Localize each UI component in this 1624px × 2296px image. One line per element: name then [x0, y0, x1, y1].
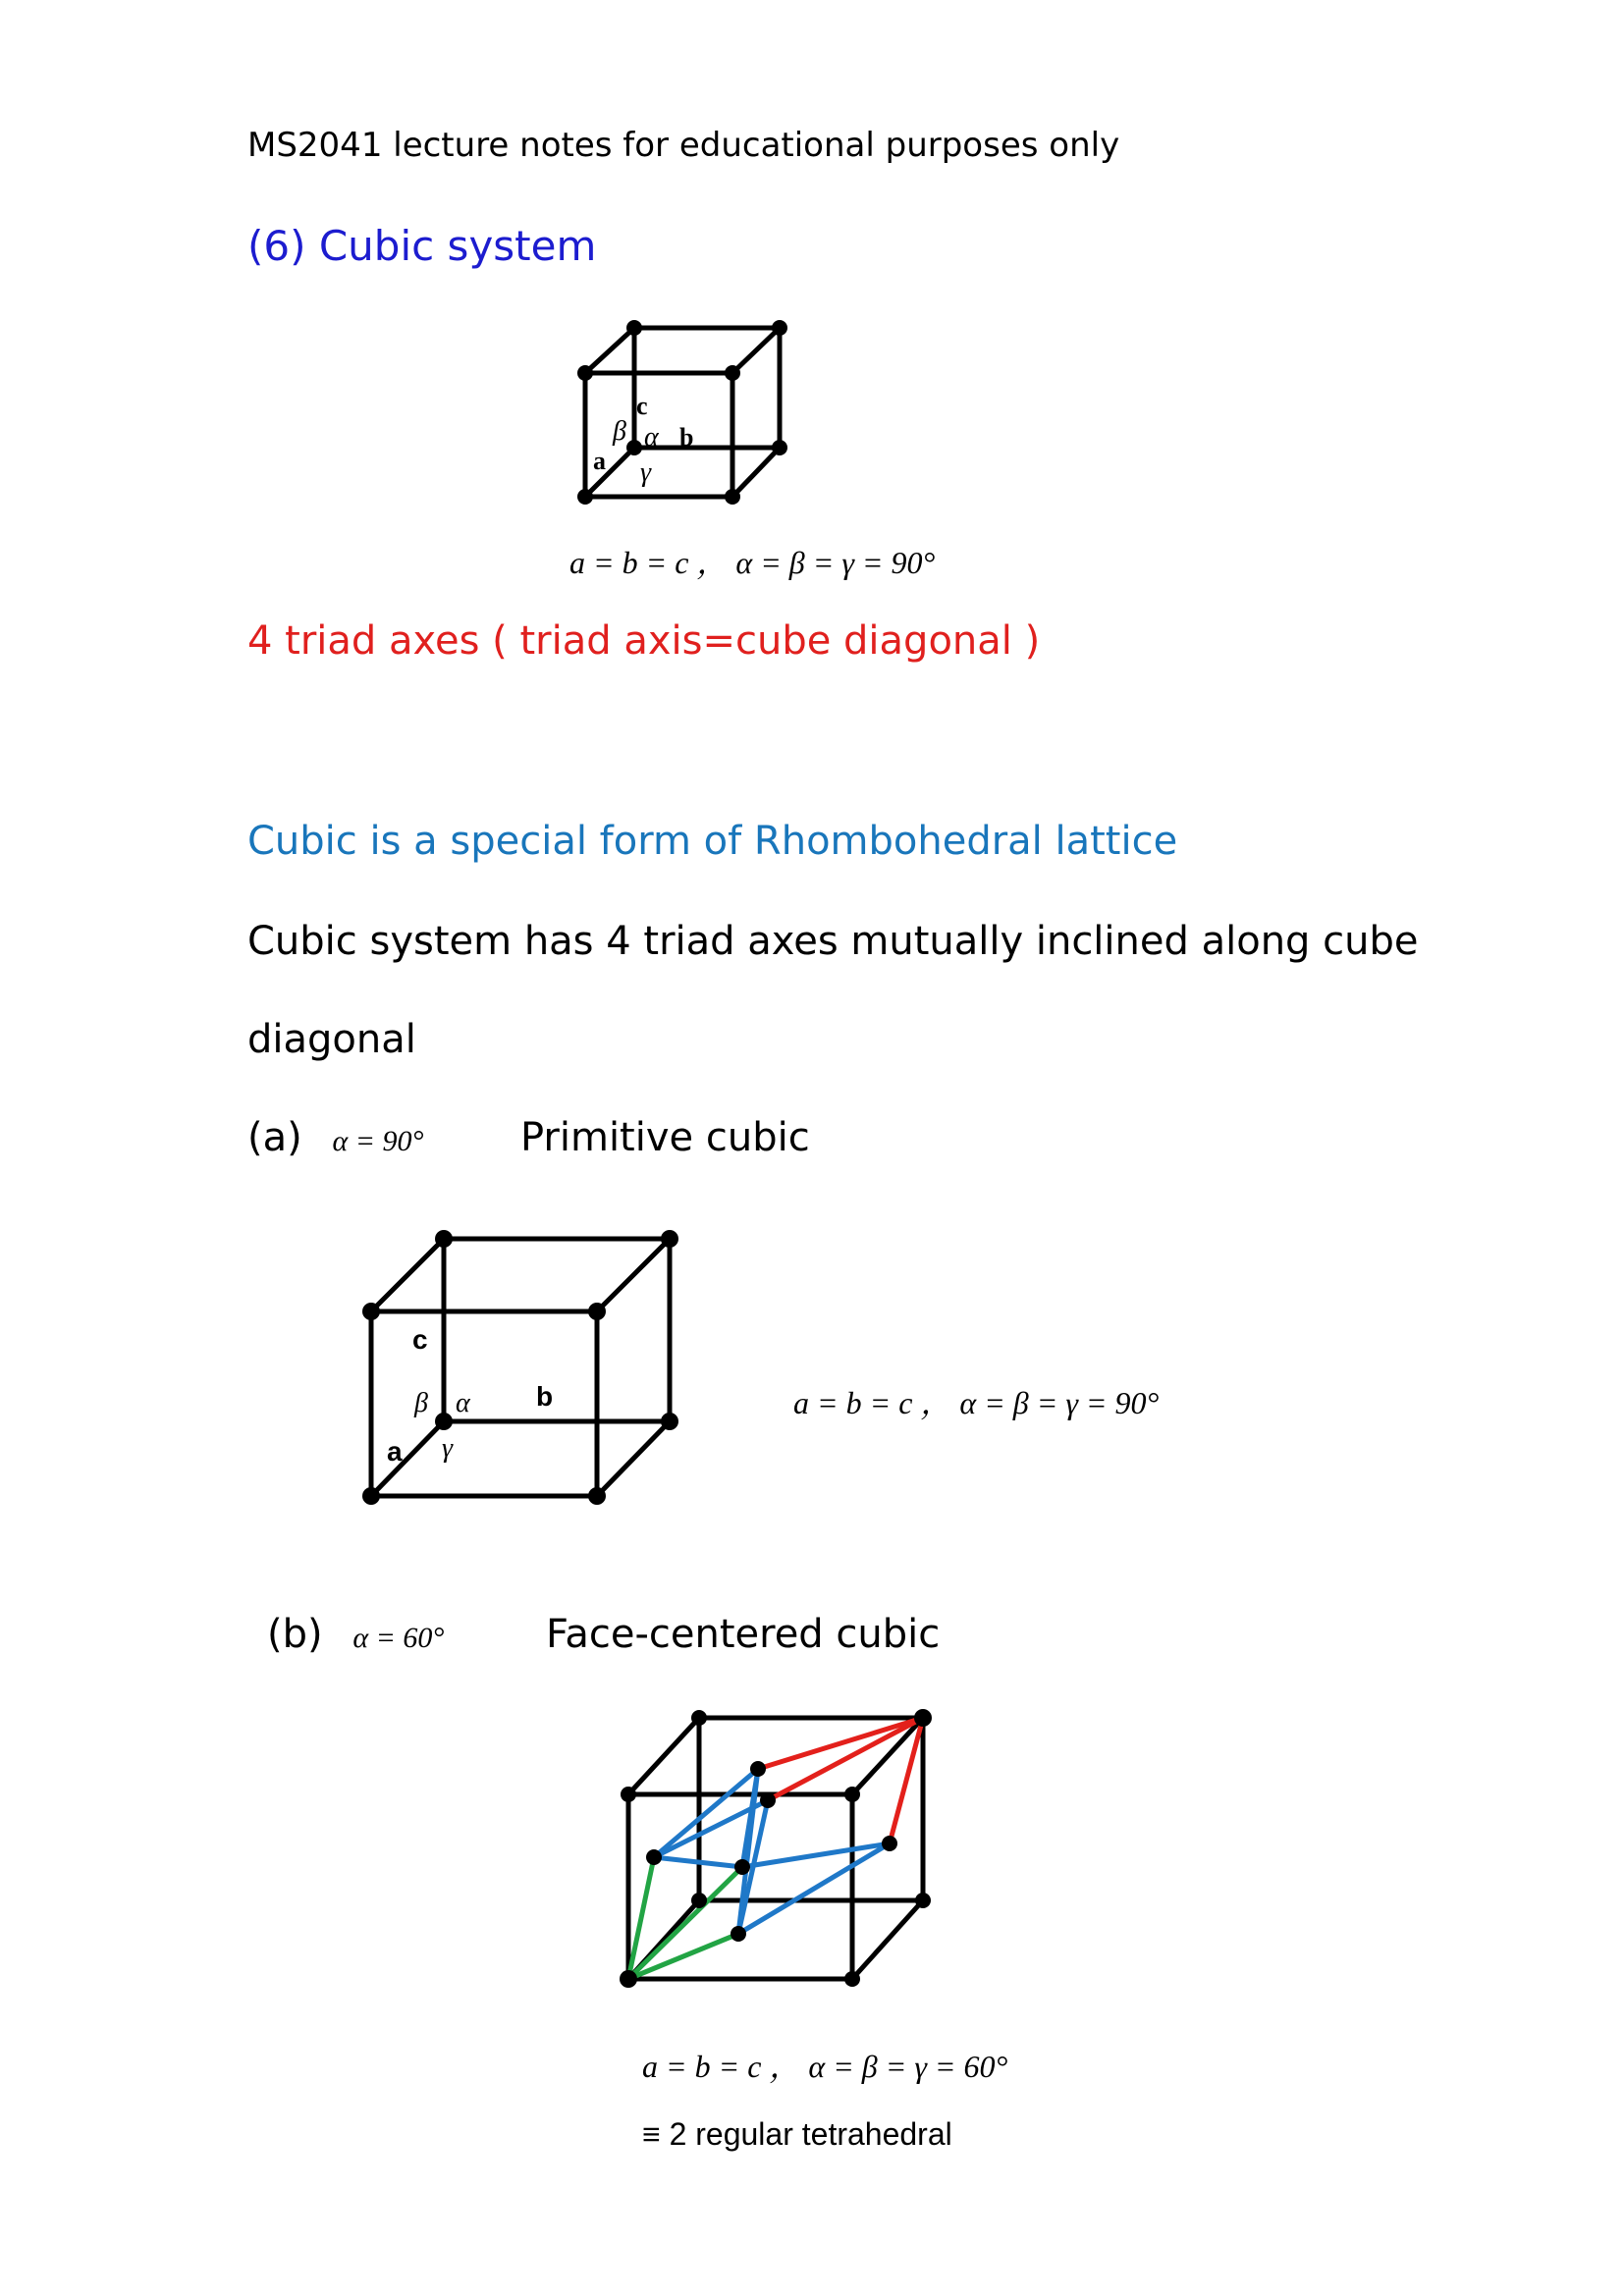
primitive-cubic-figure [353, 1227, 687, 1512]
cubic-equation-3: a = b = c ， α = β = γ = 60° [642, 2049, 1008, 2084]
subtitle: Cubic is a special form of Rhombohedral lattice [247, 819, 1178, 864]
case-b-name: Face-centered cubic [546, 1612, 941, 1657]
case-b-label: (b) [267, 1612, 323, 1657]
fcc-rhombohedral-figure [609, 1698, 943, 1993]
case-a-name: Primitive cubic [520, 1115, 810, 1160]
cubic-equation-1: a = b = c ， α = β = γ = 90° [569, 545, 936, 580]
case-a-row [247, 1115, 423, 1160]
paragraph-line-1: Cubic system has 4 triad axes mutually inclined along cube [247, 919, 1419, 964]
cubic-cell-figure [550, 304, 805, 510]
axis-label-a: a [593, 447, 606, 475]
angle-gamma: γ [442, 1433, 454, 1464]
case-b-angle: α = 60° [352, 1622, 445, 1654]
page-header: MS2041 lecture notes for educational purposes only [247, 126, 1120, 165]
cubic-equation-2: a = b = c ， α = β = γ = 90° [793, 1385, 1160, 1420]
rhombo-red-edges [758, 1718, 923, 1843]
axis-label-b: b [679, 423, 694, 452]
paragraph-line-2: diagonal [247, 1017, 416, 1062]
angle-beta: β [613, 416, 626, 447]
triad-note: 4 triad axes ( triad axis=cube diagonal ) [247, 618, 1041, 664]
case-a-angle: α = 90° [332, 1125, 424, 1157]
angle-alpha: α [644, 422, 659, 453]
angle-beta: β [414, 1388, 428, 1418]
cube-edges [585, 328, 780, 497]
tetrahedral-note: ≡ 2 regular tetrahedral [642, 2116, 952, 2152]
case-a-label: (a) [247, 1115, 302, 1160]
case-b-row [267, 1612, 444, 1657]
axis-label-c: c [636, 392, 648, 420]
section-title: (6) Cubic system [247, 222, 597, 270]
angle-gamma: γ [640, 457, 652, 488]
axis-label-b: b [536, 1381, 554, 1412]
axis-label-c: c [412, 1324, 428, 1355]
axis-label-a: a [387, 1436, 403, 1467]
angle-alpha: α [456, 1388, 470, 1418]
